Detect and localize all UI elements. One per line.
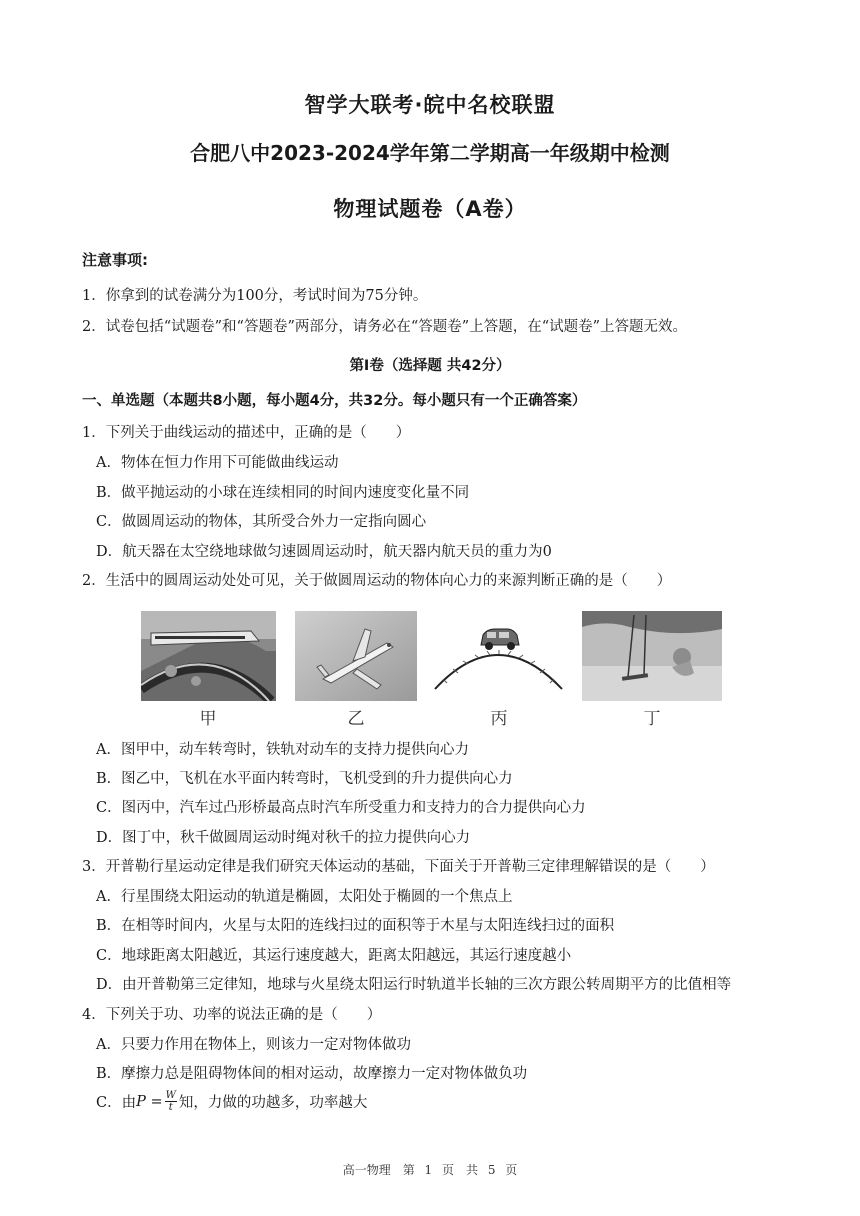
question-1-option-c: C．做圆周运动的物体，其所受合外力一定指向圆心: [96, 514, 427, 530]
question-2-stem: 2．生活中的圆周运动处处可见，关于做圆周运动的物体向心力的来源判断正确的是（ ）: [82, 573, 672, 589]
question-2-option-a: A．图甲中，动车转弯时，铁轨对动车的支持力提供向心力: [96, 742, 469, 758]
question-1-stem: 1．下列关于曲线运动的描述中，正确的是（ ）: [82, 425, 411, 441]
exam-title: 物理试题卷（A卷）: [333, 197, 527, 221]
question-3-option-d: D．由开普勒第三定律知，地球与火星绕太阳运行时轨道半长轴的三次方跟公转周期平方的比值相等: [96, 977, 732, 993]
question-4-option-c: [96, 1090, 367, 1113]
question-4-option-a: A．只要力作用在物体上，则该力一定对物体做功: [96, 1037, 411, 1053]
figure-swing-image: [582, 611, 722, 701]
figure-caption-jia: 甲: [199, 709, 217, 729]
part1-title: 第Ⅰ卷（选择题 共42分）: [349, 358, 511, 374]
notes-heading: 注意事项:: [82, 251, 148, 269]
option-c-prefix: C．由: [96, 1095, 137, 1111]
note-item-2: 2．试卷包括“试题卷”和“答题卷”两部分，请务必在“答题卷”上答题，在“试题卷”上答题无效。: [82, 319, 688, 335]
figure-caption-bing: 丙: [490, 709, 508, 729]
question-3-stem: 3．开普勒行星运动定律是我们研究天体运动的基础，下面关于开普勒三定律理解错误的是（ ）: [82, 859, 715, 875]
figure-caption-ding: 丁: [643, 709, 661, 729]
figure-car-bridge-image: [431, 611, 566, 701]
question-3-option-a: A．行星围绕太阳运动的轨道是椭圆，太阳处于椭圆的一个焦点上: [96, 889, 513, 905]
question-4-option-b: B．摩擦力总是阻碍物体间的相对运动，故摩擦力一定对物体做负功: [96, 1066, 528, 1082]
exam-header-line1: 智学大联考·皖中名校联盟: [304, 93, 556, 117]
exam-header-line2: 合肥八中2023-2024学年第二学期高一年级期中检测: [190, 141, 670, 165]
question-3-option-c: C．地球距离太阳越近，其运行速度越大，距离太阳越远，其运行速度越小: [96, 948, 572, 964]
question-3-option-b: B．在相等时间内，火星与太阳的连线扫过的面积等于木星与太阳连线扫过的面积: [96, 918, 615, 934]
page-footer: 高一物理 第 1 页 共 5 页: [342, 1163, 518, 1177]
formula-fraction: [165, 1090, 177, 1113]
question-4-stem: 4．下列关于功、功率的说法正确的是（ ）: [82, 1007, 382, 1023]
question-1-option-a: A．物体在恒力作用下可能做曲线运动: [96, 455, 339, 471]
question-2-option-b: B．图乙中，飞机在水平面内转弯时，飞机受到的升力提供向心力: [96, 771, 513, 787]
question-1-option-d: D．航天器在太空绕地球做匀速圆周运动时，航天器内航天员的重力为0: [96, 544, 552, 560]
question-2-option-d: D．图丁中，秋千做圆周运动时绳对秋千的拉力提供向心力: [96, 830, 471, 846]
formula-lhs: P =: [136, 1093, 163, 1110]
figure-train-image: [141, 611, 276, 701]
question-1-option-b: B．做平抛运动的小球在连续相同的时间内速度变化量不同: [96, 485, 470, 501]
formula-denominator: t: [168, 1102, 173, 1113]
note-item-1: 1．你拿到的试卷满分为100分，考试时间为75分钟。: [82, 288, 428, 304]
option-c-suffix: 知，力做的功越多，功率越大: [178, 1095, 368, 1111]
section-title: 一、单选题（本题共8小题，每小题4分，共32分。每小题只有一个正确答案）: [82, 393, 587, 409]
formula-numerator: W: [165, 1090, 176, 1101]
figure-caption-yi: 乙: [347, 709, 365, 729]
question-2-option-c: C．图丙中，汽车过凸形桥最高点时汽车所受重力和支持力的合力提供向心力: [96, 800, 586, 816]
figure-airplane-image: [295, 611, 417, 701]
question-2-figures: [141, 611, 722, 731]
